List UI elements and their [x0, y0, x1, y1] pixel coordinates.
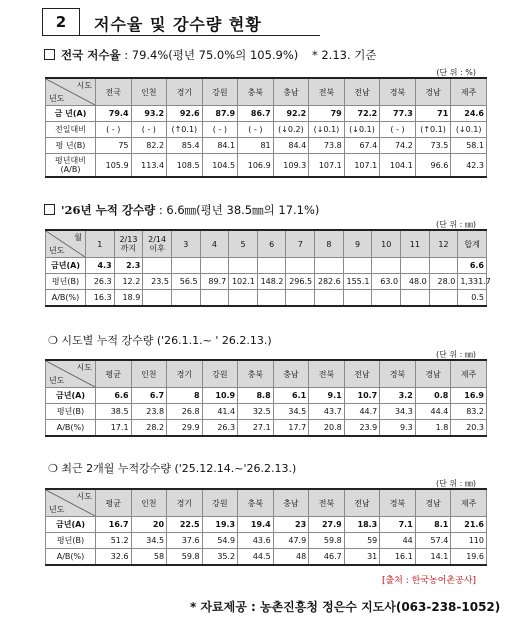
column-header: 5	[229, 230, 258, 258]
table-row	[46, 106, 487, 122]
table-cell: 51.2	[96, 533, 132, 549]
corner-bottom-label: 년도	[49, 505, 65, 514]
table-cell: 8.1	[415, 517, 451, 533]
row-label: 평 년(B)	[46, 138, 96, 154]
table-row	[46, 388, 487, 404]
column-header: 경북	[380, 78, 416, 106]
column-header: 전북	[309, 360, 345, 388]
column-header: 전국	[96, 78, 132, 106]
table-cell: ( - )	[202, 122, 238, 138]
table-cell: 4.3	[86, 258, 115, 274]
regional-rain-heading: ❍ 시도별 누적 강수량 ('26.1.1.~ ' 26.2.13.)	[48, 334, 272, 347]
table-cell: (↓0.1)	[309, 122, 345, 138]
table-cell: 8	[167, 388, 203, 404]
table-cell: 19.4	[238, 517, 274, 533]
table-cell: 1.8	[415, 420, 451, 437]
column-header: 경남	[415, 360, 451, 388]
table-cell: 10.9	[202, 388, 238, 404]
table-cell: 56.5	[171, 274, 200, 290]
corner-bottom-label: 년도	[49, 376, 65, 385]
regional-rainfall-table	[45, 359, 487, 437]
column-header: 경북	[380, 360, 416, 388]
table-cell: 3.2	[380, 388, 416, 404]
column-header: 충남	[273, 360, 309, 388]
table-cell: 282.6	[315, 274, 344, 290]
table-cell: 16.1	[380, 549, 416, 566]
table-cell	[401, 258, 430, 274]
table-cell: 31	[344, 549, 380, 566]
corner-header	[46, 230, 86, 258]
table-cell: 110	[451, 533, 487, 549]
corner-top-label: 시도	[76, 81, 92, 90]
table-cell: 86.7	[238, 106, 274, 122]
row-label: 평년(B)	[46, 274, 86, 290]
table-cell: ( - )	[131, 122, 167, 138]
table-cell: 26.3	[86, 274, 115, 290]
table-row	[46, 517, 487, 533]
table-cell: 19.3	[202, 517, 238, 533]
table-cell: 87.9	[202, 106, 238, 122]
table-cell	[171, 258, 200, 274]
table-cell	[401, 290, 430, 307]
table-cell: 85.4	[167, 138, 203, 154]
column-header: 경기	[167, 489, 203, 517]
table-cell: ( - )	[96, 122, 132, 138]
table-cell: 6.7	[131, 388, 167, 404]
column-header: 전남	[344, 489, 380, 517]
table-cell: 8.8	[238, 388, 274, 404]
column-header: 2/14 이후	[143, 230, 172, 258]
table-cell	[229, 258, 258, 274]
table-cell: 41.4	[202, 404, 238, 420]
table-cell: 59	[344, 533, 380, 549]
table-cell: 63.0	[372, 274, 401, 290]
table-cell: 89.7	[200, 274, 229, 290]
row-label: A/B(%)	[46, 420, 96, 437]
table-cell: 20.8	[309, 420, 345, 437]
column-header: 7	[286, 230, 315, 258]
table-cell	[343, 290, 372, 307]
corner-header	[46, 489, 96, 517]
table-cell: 6.1	[273, 388, 309, 404]
header-row	[46, 230, 487, 258]
table-cell: 73.5	[415, 138, 451, 154]
corner-header	[46, 360, 96, 388]
table-cell	[315, 290, 344, 307]
table-cell: 84.1	[202, 138, 238, 154]
two-month-rain-unit: (단 위 : ㎜)	[435, 479, 476, 488]
section-number: 2	[42, 8, 80, 36]
column-header: 경기	[167, 78, 203, 106]
table-cell: 0.8	[415, 388, 451, 404]
column-header: 인천	[131, 360, 167, 388]
table-cell: 43.6	[238, 533, 274, 549]
table-row	[46, 274, 487, 290]
table-cell: 71	[415, 106, 451, 122]
column-header: 제주	[451, 78, 487, 106]
table-cell: 109.3	[273, 154, 309, 178]
column-header: 경남	[415, 78, 451, 106]
table-cell	[315, 258, 344, 274]
table-cell: 77.3	[380, 106, 416, 122]
table-cell: 54.9	[202, 533, 238, 549]
table-cell: 23.5	[143, 274, 172, 290]
table-cell: 155.1	[343, 274, 372, 290]
row-label: 금년(A)	[46, 388, 96, 404]
table-cell: 48	[273, 549, 309, 566]
table-cell: 296.5	[286, 274, 315, 290]
table-cell: 34.3	[380, 404, 416, 420]
table-cell: 58	[131, 549, 167, 566]
table-cell: 43.7	[309, 404, 345, 420]
reservoir-rate-table	[45, 77, 487, 178]
column-header: 합계	[458, 230, 487, 258]
header-row	[46, 78, 487, 106]
table-cell: 17.1	[96, 420, 132, 437]
column-header: 2/13 까지	[114, 230, 143, 258]
table-row	[46, 122, 487, 138]
table-cell: 9.1	[309, 388, 345, 404]
table-cell	[200, 258, 229, 274]
corner-top-label: 시도	[76, 363, 92, 372]
table-cell: 74.2	[380, 138, 416, 154]
column-header: 경남	[415, 489, 451, 517]
table-cell: 23.9	[344, 420, 380, 437]
column-header: 10	[372, 230, 401, 258]
row-label: 금 년(A)	[46, 106, 96, 122]
table-cell: 48.0	[401, 274, 430, 290]
table-cell: 18.9	[114, 290, 143, 307]
row-label-line1: 평년대비	[55, 156, 86, 165]
table-cell: 44.5	[238, 549, 274, 566]
column-header: 경북	[380, 489, 416, 517]
table-cell: 0.5	[458, 290, 487, 307]
reservoir-unit: (단 위 : %)	[436, 68, 476, 77]
column-header: 12	[429, 230, 458, 258]
header-row	[46, 360, 487, 388]
table-cell: 37.6	[167, 533, 203, 549]
reservoir-rate-summary: : 79.4%(평년 75.0%의 105.9%)	[120, 48, 299, 62]
table-cell: 44.4	[415, 404, 451, 420]
table-cell: ( - )	[380, 122, 416, 138]
table-cell: 20.3	[451, 420, 487, 437]
column-header: 전북	[309, 78, 345, 106]
table-cell: 28.2	[131, 420, 167, 437]
table-cell: 32.5	[238, 404, 274, 420]
table-cell: 9.3	[380, 420, 416, 437]
table-cell: 21.6	[451, 517, 487, 533]
column-header: 충북	[238, 78, 274, 106]
table-cell: 44.7	[344, 404, 380, 420]
table-cell	[372, 258, 401, 274]
table-cell: 93.2	[131, 106, 167, 122]
table-row	[46, 154, 487, 178]
row-label: 평년(B)	[46, 533, 96, 549]
header-row	[46, 489, 487, 517]
section-header	[42, 8, 320, 38]
two-month-rainfall-table	[45, 488, 487, 566]
cumulative-rain-summary: : 6.6㎜(평년 38.5㎜의 17.1%)	[155, 203, 320, 217]
table-cell: 19.6	[451, 549, 487, 566]
table-cell: 42.3	[451, 154, 487, 178]
table-cell: 7.1	[380, 517, 416, 533]
table-cell: 38.5	[96, 404, 132, 420]
column-header: 전남	[344, 360, 380, 388]
table-cell: 20	[131, 517, 167, 533]
table-cell: 34.5	[273, 404, 309, 420]
cumulative-rain-title: '26년 누적 강수량	[61, 203, 156, 217]
column-header: 강원	[202, 360, 238, 388]
table-cell: 82.2	[131, 138, 167, 154]
column-header: 전북	[309, 489, 345, 517]
table-cell: (↓0.2)	[273, 122, 309, 138]
table-cell: (↓0.1)	[451, 122, 487, 138]
table-cell: 81	[238, 138, 274, 154]
table-cell: 108.5	[167, 154, 203, 178]
corner-top-label: 월	[74, 233, 82, 242]
row-label: 전일대비	[46, 122, 96, 138]
table-cell	[372, 290, 401, 307]
table-cell: 1,331.7	[458, 274, 487, 290]
table-cell: 24.6	[451, 106, 487, 122]
table-cell: 148.2	[257, 274, 286, 290]
table-cell: 67.4	[344, 138, 380, 154]
reservoir-rate-title: 전국 저수율	[61, 48, 121, 62]
table-cell	[171, 290, 200, 307]
table-cell: 107.1	[309, 154, 345, 178]
row-label	[46, 154, 96, 178]
column-header: 충북	[238, 489, 274, 517]
table-cell: 35.2	[202, 549, 238, 566]
table-cell: 16.9	[451, 388, 487, 404]
table-cell: (↑0.1)	[415, 122, 451, 138]
table-cell: 92.2	[273, 106, 309, 122]
row-label: 금년(A)	[46, 517, 96, 533]
source-note: [출처 : 한국농어촌공사]	[381, 576, 476, 586]
table-cell	[143, 258, 172, 274]
table-cell: 113.4	[131, 154, 167, 178]
table-cell: ( - )	[238, 122, 274, 138]
reservoir-rate-heading	[44, 47, 376, 63]
column-header: 1	[86, 230, 115, 258]
table-cell	[229, 290, 258, 307]
table-cell	[143, 290, 172, 307]
table-cell: 23.8	[131, 404, 167, 420]
row-label: 금년(A)	[46, 258, 86, 274]
column-header: 9	[343, 230, 372, 258]
table-cell: 105.9	[96, 154, 132, 178]
table-cell: 27.1	[238, 420, 274, 437]
column-header: 제주	[451, 489, 487, 517]
regional-rain-unit: (단 위 : ㎜)	[435, 350, 476, 359]
table-cell: 79.4	[96, 106, 132, 122]
table-cell: 47.9	[273, 533, 309, 549]
table-cell: 16.7	[96, 517, 132, 533]
square-bullet-icon	[44, 204, 55, 215]
row-label-line2: (A/B)	[60, 165, 81, 174]
monthly-rainfall-table	[45, 229, 491, 307]
contact-note: * 자료제공 : 농촌진흥청 정은수 지도사(063-238-1052)	[190, 600, 501, 614]
table-cell	[286, 290, 315, 307]
table-cell	[200, 290, 229, 307]
reservoir-rate-note: * 2.13. 기준	[311, 48, 377, 62]
table-cell: 75	[96, 138, 132, 154]
column-header: 4	[200, 230, 229, 258]
table-cell: 12.2	[114, 274, 143, 290]
column-header: 전남	[344, 78, 380, 106]
column-header: 평균	[96, 360, 132, 388]
table-cell: 23	[273, 517, 309, 533]
table-cell: 102.1	[229, 274, 258, 290]
table-cell: 73.8	[309, 138, 345, 154]
table-row	[46, 533, 487, 549]
table-row	[46, 549, 487, 566]
column-header: 강원	[202, 489, 238, 517]
table-cell: 16.3	[86, 290, 115, 307]
table-cell: 26.3	[202, 420, 238, 437]
table-cell: 18.3	[344, 517, 380, 533]
square-bullet-icon	[44, 49, 55, 60]
table-row	[46, 404, 487, 420]
column-header: 3	[171, 230, 200, 258]
table-cell: 92.6	[167, 106, 203, 122]
table-cell: 27.9	[309, 517, 345, 533]
corner-bottom-label: 년도	[49, 94, 65, 103]
cumulative-rain-heading	[44, 202, 319, 218]
two-month-rain-heading: ❍ 최근 2개월 누적강수량 ('25.12.14.~'26.2.13.)	[48, 462, 297, 475]
table-cell: (↑0.1)	[167, 122, 203, 138]
corner-bottom-label: 년도	[49, 246, 65, 255]
table-cell: 59.8	[167, 549, 203, 566]
column-header: 경기	[167, 360, 203, 388]
table-row	[46, 290, 487, 307]
rain-unit: (단 위 : ㎜)	[435, 220, 476, 229]
column-header: 평균	[96, 489, 132, 517]
table-cell: 28.0	[429, 274, 458, 290]
page-title: 저수율 및 강수량 현황	[94, 15, 262, 34]
column-header: 11	[401, 230, 430, 258]
table-cell: 72.2	[344, 106, 380, 122]
table-cell: 29.9	[167, 420, 203, 437]
table-row	[46, 138, 487, 154]
table-cell	[429, 258, 458, 274]
table-row	[46, 258, 487, 274]
table-cell: 104.1	[380, 154, 416, 178]
table-cell: 46.7	[309, 549, 345, 566]
table-cell: 58.1	[451, 138, 487, 154]
table-cell: 79	[309, 106, 345, 122]
table-cell: 96.6	[415, 154, 451, 178]
table-cell: (↓0.1)	[344, 122, 380, 138]
row-label: A/B(%)	[46, 549, 96, 566]
table-cell: 6.6	[96, 388, 132, 404]
table-cell: 10.7	[344, 388, 380, 404]
column-header: 충북	[238, 360, 274, 388]
table-cell: 6.6	[458, 258, 487, 274]
table-cell: 14.1	[415, 549, 451, 566]
column-header: 인천	[131, 489, 167, 517]
corner-header	[46, 78, 96, 106]
table-cell: 17.7	[273, 420, 309, 437]
table-cell: 106.9	[238, 154, 274, 178]
table-cell: 22.5	[167, 517, 203, 533]
table-cell: 2.3	[114, 258, 143, 274]
table-cell: 59.8	[309, 533, 345, 549]
column-header: 제주	[451, 360, 487, 388]
table-cell	[343, 258, 372, 274]
table-cell: 34.5	[131, 533, 167, 549]
column-header: 강원	[202, 78, 238, 106]
corner-top-label: 시도	[76, 492, 92, 501]
table-cell: 84.4	[273, 138, 309, 154]
table-cell	[429, 290, 458, 307]
column-header: 8	[315, 230, 344, 258]
row-label: A/B(%)	[46, 290, 86, 307]
table-cell	[286, 258, 315, 274]
table-cell: 107.1	[344, 154, 380, 178]
column-header: 6	[257, 230, 286, 258]
column-header: 충남	[273, 489, 309, 517]
row-label: 평년(B)	[46, 404, 96, 420]
table-cell	[257, 258, 286, 274]
table-cell: 57.4	[415, 533, 451, 549]
table-cell: 32.6	[96, 549, 132, 566]
column-header: 인천	[131, 78, 167, 106]
table-row	[46, 420, 487, 437]
table-cell: 83.2	[451, 404, 487, 420]
table-cell: 26.8	[167, 404, 203, 420]
table-cell: 44	[380, 533, 416, 549]
column-header: 충남	[273, 78, 309, 106]
table-cell: 104.5	[202, 154, 238, 178]
table-cell	[257, 290, 286, 307]
header-underline	[80, 35, 320, 36]
